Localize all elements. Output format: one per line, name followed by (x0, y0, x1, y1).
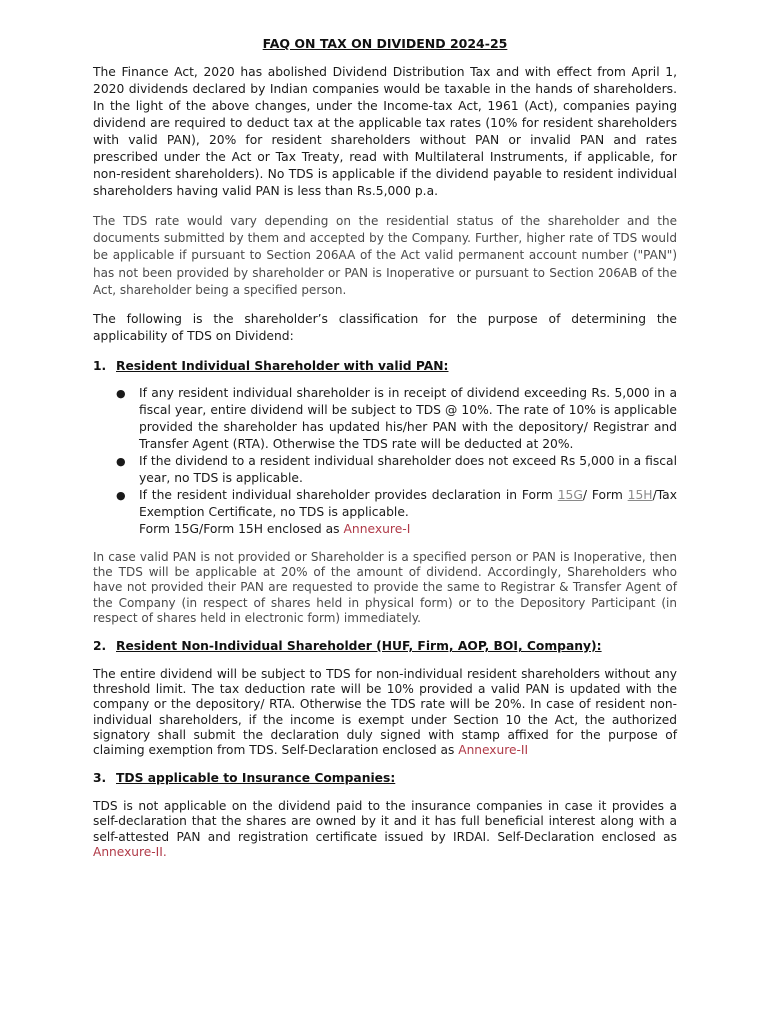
classification-paragraph: The following is the shareholder’s classification for the purpose of determining the applicability of TDS on Dividend: (93, 312, 677, 344)
section-2-text: The entire dividend will be subject to TDS for non-individual resident shareholders without any threshold limit. The tax deduction rate will be 10% provided a valid PAN is updated with the company or the depository/ RTA. Otherwise the TDS rate will be 20%. In case of resident non-individual shareholders, if the income is exempt under Section 10 the Act, the authorized signatory shall submit the declaration duly signed with stamp affixed for the purpose of claiming exemption from TDS. Self-Declaration enclosed as (93, 667, 677, 758)
bullet-icon: ● (116, 489, 126, 503)
tds-rate-paragraph: The TDS rate would vary depending on the residential status of the shareholder and the documents submitted by them and accepted by the Company. Further, higher rate of TDS would be applicable if pursuant to Section 206AA of the Act valid permanent account number ("PAN") has not been provided by shareholder or PAN is Inoperative or pursuant to Section 206AB of the Act, shareholder being a specified person. (93, 214, 677, 297)
annexure-2b-reference: Annexure-II. (93, 844, 167, 859)
bullet-3-post: /Tax Exemption Certificate, no TDS is applicable. (139, 488, 677, 520)
section-2-heading (93, 638, 677, 655)
bullet-1-text: If any resident individual shareholder is in receipt of dividend exceeding Rs. 5,000 in a fiscal year, entire dividend will be subject to TDS @ 10%. The rate of 10% is applicable provided the shareholder has updated his/her PAN with the depository/ Registrar and Transfer Agent (RTA). Otherwise the TDS rate will be deducted at 20%. (139, 386, 677, 452)
list-item (116, 385, 677, 453)
document-page (93, 36, 677, 860)
section-1-heading (93, 358, 677, 375)
bullet-icon: ● (116, 387, 126, 401)
form-15h-link[interactable]: 15H (627, 488, 653, 503)
section-1-title: Resident Individual Shareholder with valid PAN: (116, 359, 449, 374)
list-item (116, 487, 677, 538)
section-2-body (93, 667, 677, 758)
intro-paragraph: The Finance Act, 2020 has abolished Dividend Distribution Tax and with effect from April 1, 2020 dividends declared by Indian companies would be taxable in the hands of shareholders. In the light of the above changes, under the Income-tax Act, 1961 (Act), companies paying dividend are required to deduct tax at the applicable tax rates (10% for resident shareholders with valid PAN), 20% for resident shareholders without PAN or invalid PAN and rates prescribed under the Act or Tax Treaty, read with Multilateral Instruments, if applicable, for non-resident shareholders). No TDS is applicable if the dividend payable to resident individual shareholders having valid PAN is less than Rs.5,000 p.a. (93, 65, 677, 198)
section-3-body (93, 799, 677, 860)
section-1-number: 1. (93, 359, 107, 374)
section-1-bullets (93, 385, 677, 538)
page-title: FAQ ON TAX ON DIVIDEND 2024-25 (262, 36, 508, 51)
bullet-2-text: If the dividend to a resident individual shareholder does not exceed Rs 5,000 in a fiscal year, no TDS is applicable. (139, 454, 677, 486)
annexure-1-reference: Annexure-I (343, 522, 411, 537)
list-item (116, 453, 677, 487)
section-3-heading (93, 770, 677, 787)
form-15g-link[interactable]: 15G (557, 488, 583, 503)
section-2-title: Resident Non-Individual Shareholder (HUF, Firm, AOP, BOI, Company): (116, 639, 602, 654)
bullet-3-pre: If the resident individual shareholder provides declaration in Form (139, 488, 558, 503)
section-3-text: TDS is not applicable on the dividend paid to the insurance companies in case it provides a self-declaration that the shares are owned by it and it has full beneficial interest along with a self-attested PAN and registration certificate issued by IRDAI. Self-Declaration enclosed as (93, 799, 677, 844)
bullet-3-mid: / Form (582, 488, 628, 503)
section-1-note: In case valid PAN is not provided or Shareholder is a specified person or PAN is Inoperative, then the TDS will be applicable at 20% of the amount of dividend. Accordingly, Shareholders who have not provided their PAN are requested to provide the same to Registrar & Transfer Agent of the Company (in respect of shares held in physical form) or to the Depository Participant (in respect of shares held in electronic form) immediately. (93, 550, 677, 625)
bullet-icon: ● (116, 455, 126, 469)
section-3-title: TDS applicable to Insurance Companies: (116, 771, 396, 786)
section-3-number: 3. (93, 771, 107, 786)
section-2-number: 2. (93, 639, 107, 654)
annexure-2-reference: Annexure-II (458, 743, 529, 758)
forms-enclosed-text: Form 15G/Form 15H enclosed as (139, 522, 344, 537)
